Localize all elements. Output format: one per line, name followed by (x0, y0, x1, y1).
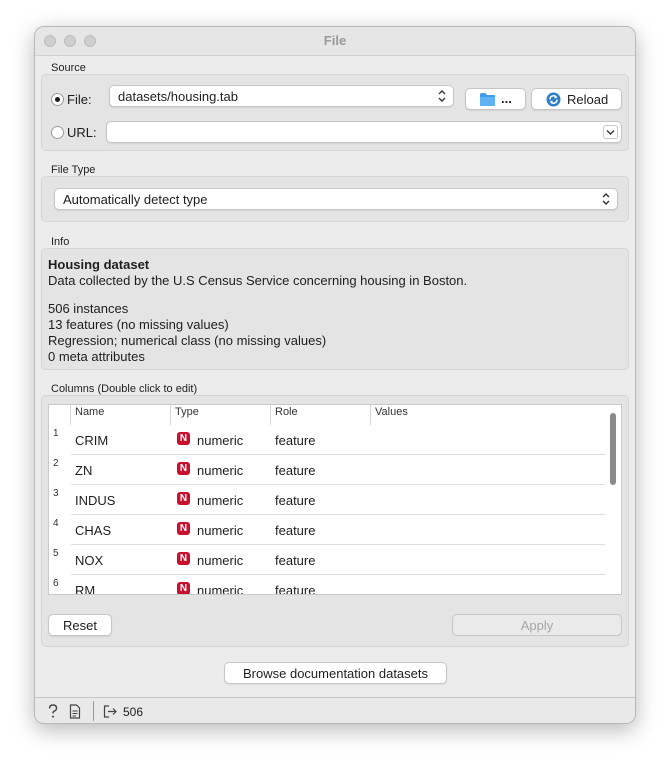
cell-name: CHAS (75, 523, 112, 538)
file-type-value: Automatically detect type (63, 192, 208, 207)
output-arrow-icon (103, 704, 118, 719)
numeric-type-icon: N (177, 582, 190, 595)
table-row[interactable] (71, 575, 605, 595)
table-row[interactable] (71, 545, 605, 575)
status-divider (93, 701, 94, 721)
source-section-label: Source (51, 62, 86, 74)
info-section-label: Info (51, 236, 70, 248)
updown-arrows-icon (437, 89, 447, 103)
browse-documentation-label: Browse documentation datasets (243, 666, 428, 681)
reload-label: Reload (567, 92, 609, 107)
cell-name: ZN (75, 463, 93, 478)
cell-role: feature (275, 523, 316, 538)
numeric-type-icon: N (177, 492, 190, 505)
reload-icon (546, 92, 561, 107)
cell-role: feature (275, 433, 316, 448)
window-title: File (323, 33, 347, 48)
row-number: 2 (53, 458, 59, 469)
table-row[interactable] (71, 485, 605, 515)
columns-section-label: Columns (Double click to edit) (51, 383, 198, 395)
cell-name: RM (75, 583, 96, 595)
reset-button[interactable] (48, 614, 112, 636)
title-bar (35, 27, 635, 56)
row-number: 6 (53, 578, 59, 589)
cell-role: feature (275, 583, 316, 595)
table-corner (49, 405, 71, 425)
meta-attributes: 0 meta attributes (48, 349, 145, 364)
file-radio[interactable] (51, 93, 64, 106)
numeric-type-icon: N (177, 462, 190, 475)
cell-type: numeric (197, 583, 244, 595)
file-type-select[interactable] (54, 188, 618, 210)
apply-button[interactable] (452, 614, 622, 636)
output-count: 506 (123, 705, 144, 719)
row-number: 4 (53, 518, 59, 529)
info-group (41, 248, 629, 370)
question-icon[interactable] (47, 704, 59, 719)
numeric-type-icon: N (177, 432, 190, 445)
table-row[interactable] (71, 425, 605, 455)
browse-file-label: ... (501, 91, 512, 106)
file-path-value: datasets/housing.tab (118, 89, 238, 104)
dataset-description: Data collected by the U.S Census Service concerning housing in Boston. (48, 273, 468, 288)
row-number: 3 (53, 488, 59, 499)
document-icon[interactable] (69, 704, 81, 719)
column-header-values[interactable]: Values (375, 406, 408, 418)
browse-file-button[interactable] (465, 88, 526, 110)
cell-role: feature (275, 463, 316, 478)
column-header-role[interactable]: Role (271, 405, 371, 425)
folder-icon (479, 92, 496, 107)
dataset-title: Housing dataset (48, 257, 150, 272)
cell-name: CRIM (75, 433, 109, 448)
status-bar (35, 697, 635, 724)
column-header-name[interactable]: Name (71, 405, 171, 425)
file-path-combo[interactable] (109, 85, 454, 107)
cell-type: numeric (197, 553, 244, 568)
table-scrollbar[interactable] (610, 413, 616, 485)
columns-table[interactable] (48, 404, 622, 595)
target-info: Regression; numerical class (no missing values) (48, 333, 327, 348)
file-type-group (41, 176, 629, 222)
instances-count: 506 instances (48, 301, 129, 316)
file-radio-label: File: (67, 92, 92, 107)
cell-type: numeric (197, 523, 244, 538)
numeric-type-icon: N (177, 522, 190, 535)
url-radio-label: URL: (67, 125, 97, 140)
chevron-down-icon (606, 129, 615, 136)
browse-documentation-button[interactable] (224, 662, 447, 684)
updown-arrows-icon (601, 192, 611, 206)
file-widget-window (34, 26, 636, 724)
table-row[interactable] (71, 455, 605, 485)
features-count: 13 features (no missing values) (48, 317, 229, 332)
reload-button[interactable] (531, 88, 622, 110)
url-radio[interactable] (51, 126, 64, 139)
column-header-type[interactable]: Type (171, 405, 271, 425)
reset-label: Reset (63, 618, 97, 633)
cell-type: numeric (197, 463, 244, 478)
source-group (41, 74, 629, 151)
cell-type: numeric (197, 493, 244, 508)
cell-role: feature (275, 553, 316, 568)
cell-role: feature (275, 493, 316, 508)
cell-name: NOX (75, 553, 104, 568)
cell-name: INDUS (75, 493, 116, 508)
file-type-section-label: File Type (51, 164, 96, 176)
cell-type: numeric (197, 433, 244, 448)
row-number: 1 (53, 428, 59, 439)
row-number: 5 (53, 548, 59, 559)
numeric-type-icon: N (177, 552, 190, 565)
url-input[interactable] (106, 121, 622, 143)
url-dropdown-button[interactable] (603, 125, 618, 139)
table-row[interactable] (71, 515, 605, 545)
apply-label: Apply (520, 618, 554, 633)
